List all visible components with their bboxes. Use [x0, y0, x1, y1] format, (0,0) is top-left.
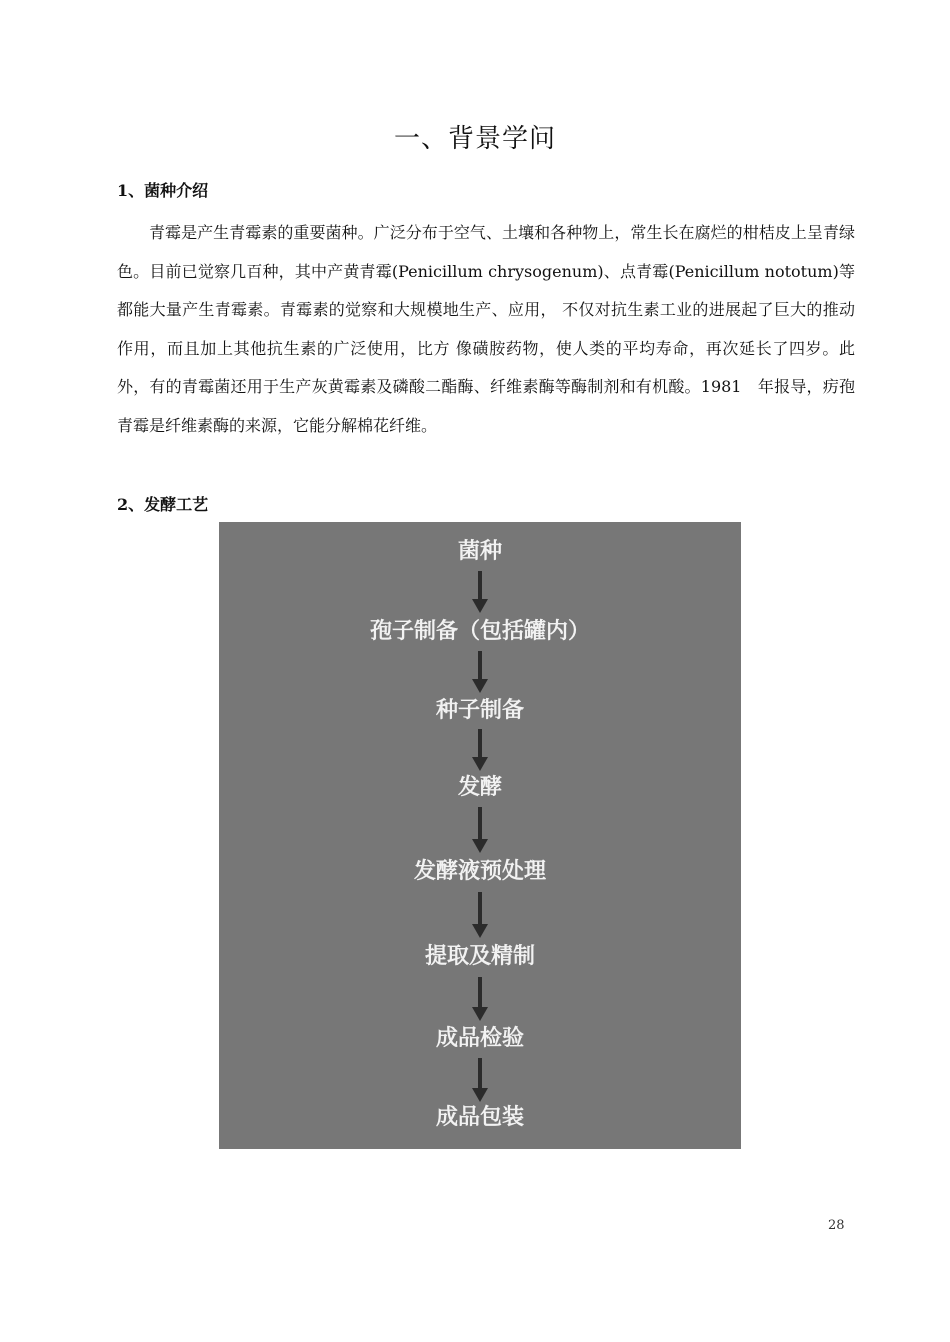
page-title: 一、背景学问 [393, 124, 556, 154]
flow-step-seed-preparation: 种子制备 [435, 698, 524, 723]
section-heading-fermentation-process: 2、发酵工艺 [117, 495, 209, 514]
page-number: 28 [828, 1218, 845, 1233]
flow-step-fermentation: 发酵 [457, 775, 502, 800]
flow-step-broth-pretreatment: 发酵液预处理 [413, 859, 546, 884]
flow-step-spore-preparation: 孢子制备（包括罐内） [369, 619, 590, 644]
flow-step-extraction-refining: 提取及精制 [424, 944, 535, 969]
arrow-down-icon [472, 729, 488, 771]
arrow-down-icon [472, 571, 488, 613]
flow-step-product-inspection: 成品检验 [435, 1026, 524, 1051]
arrow-down-icon [472, 651, 488, 693]
fermentation-flowchart [219, 522, 741, 1149]
flow-step-product-packaging: 成品包装 [435, 1105, 524, 1130]
flow-step-strain: 菌种 [457, 539, 502, 564]
arrow-down-icon [472, 1058, 488, 1102]
section-heading-strain-intro: 1、菌种介绍 [117, 181, 209, 200]
arrow-down-icon [472, 977, 488, 1021]
arrow-down-icon [472, 892, 488, 938]
arrow-down-icon [472, 807, 488, 853]
strain-intro-paragraph: 青霉是产生青霉素的重要菌种。广泛分布于空气、土壤和各种物上，常生长在腐烂的柑桔皮上呈青绿色。目前已觉察几百种，其中产黄青霉(Penicillum chrysogenum)、点青霉(Penicillum nototum)等都能大量产生青霉素。青霉素的觉察和大规模地生产、应用， 不仅对抗生素工业的进展起了巨大的推动作用，而且加上其他抗生素的广泛使用，比方 像磺胺药物，使人类的平均寿命，再次延长了四岁。此外，有的青霉菌还用于生产灰黄霉素及磷酸二酯酶、纤维素酶等酶制剂和有机酸。1981 年报导，疠孢青霉是纤维素酶的来源，它能分解棉花纤维。 [117, 223, 855, 435]
